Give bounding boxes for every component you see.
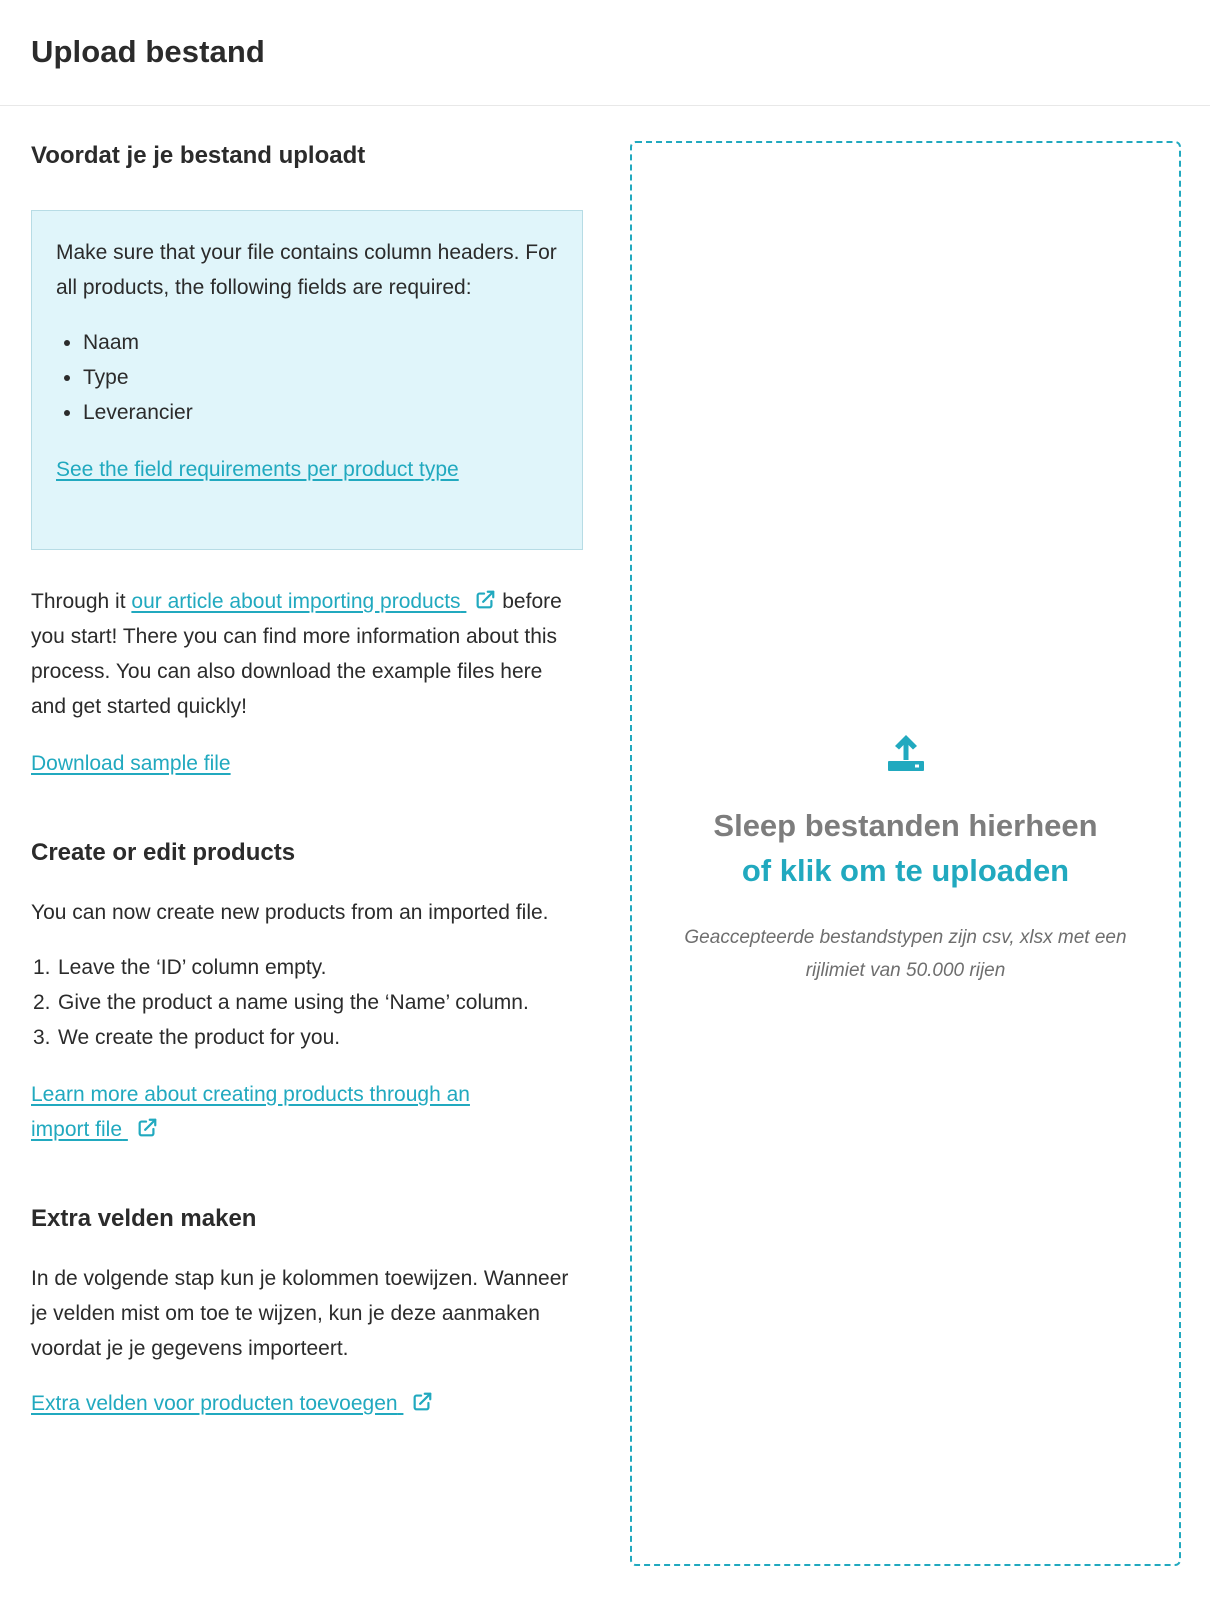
extra-fields-link[interactable]: Extra velden voor producten toevoegen [31, 1392, 433, 1415]
list-item: 3. We create the product for you. [33, 1026, 341, 1049]
download-sample-link[interactable]: Download sample file [31, 752, 231, 775]
article-prefix: Through it [31, 590, 132, 613]
external-link-icon [411, 1391, 433, 1413]
list-item: Type [56, 360, 558, 395]
create-products-text: You can now create new products from an imported file. [31, 901, 549, 924]
create-products-title: Create or edit products [31, 839, 296, 866]
import-article-link[interactable]: our article about importing products [131, 590, 496, 613]
required-fields-list [56, 325, 558, 430]
create-steps-list [31, 950, 583, 1055]
dropzone-content [632, 733, 1179, 987]
external-link-icon [136, 1117, 158, 1139]
page-title: Upload bestand [31, 34, 265, 69]
article-suffix: before you start! There you can find more information about this process. You can also download the example files here and get started quickly! [31, 590, 562, 718]
article-paragraph [31, 584, 583, 724]
dropzone-drag-text: Sleep bestanden hierheen [713, 808, 1098, 843]
list-item: 2. Give the product a name using the ‘Name’ column. [33, 991, 529, 1014]
list-item: Naam [56, 325, 558, 360]
external-link-icon [474, 589, 496, 611]
list-item: Leverancier [56, 395, 558, 430]
page-header [0, 0, 1210, 106]
learn-more-import-link[interactable]: Learn more about creating products through an import file [31, 1083, 470, 1141]
accepted-file-types-note: Geaccepteerde bestandstypen zijn csv, xlsx met een rijlimiet van 50.000 rijen [684, 927, 1127, 981]
instructions-panel [31, 140, 583, 1421]
upload-icon [886, 733, 926, 773]
list-item: 1. Leave the ‘ID’ column empty. [33, 956, 327, 979]
extra-fields-title: Extra velden maken [31, 1205, 257, 1232]
info-text: Make sure that your file contains column headers. For all products, the following fields are required: [56, 241, 557, 299]
required-fields-info [31, 210, 583, 550]
field-requirements-link[interactable]: See the field requirements per product type [56, 458, 459, 481]
extra-fields-text: In de volgende stap kun je kolommen toewijzen. Wanneer je velden mist om toe te wijzen, kun je deze aanmaken voordat je je gegevens importeert. [31, 1267, 569, 1360]
dropzone-click-text[interactable]: of klik om te uploaden [741, 853, 1070, 888]
file-dropzone[interactable] [630, 141, 1181, 1566]
before-upload-title: Voordat je je bestand uploadt [31, 142, 366, 169]
